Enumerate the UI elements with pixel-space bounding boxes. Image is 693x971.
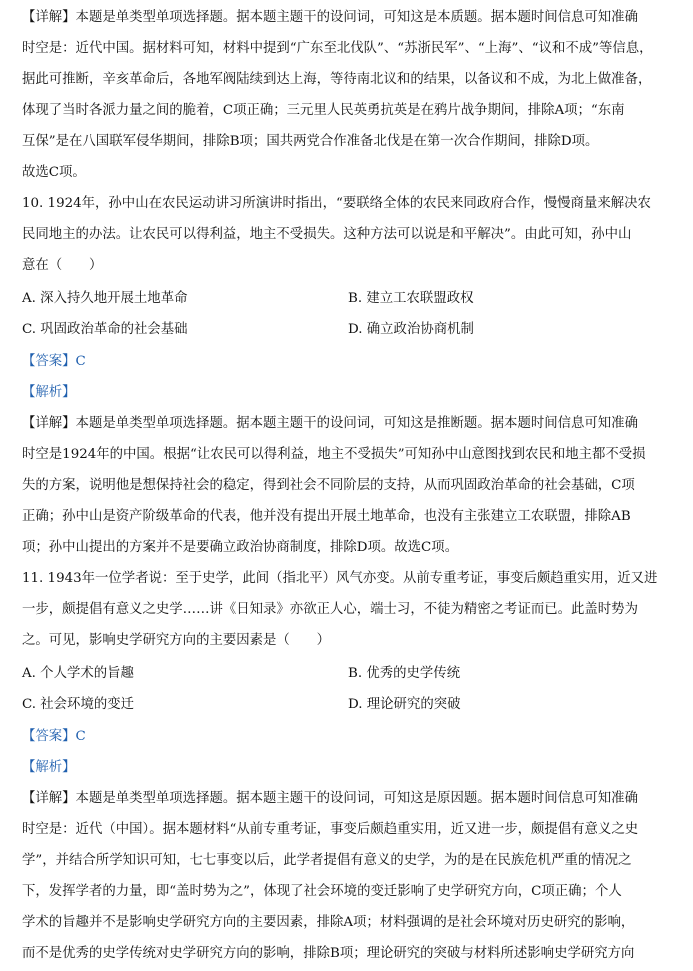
q11-option-d: D. 理论研究的突破 — [348, 697, 461, 712]
q10-answer: 【答案】C — [22, 354, 86, 369]
q9-explain-line: 时空是：近代中国。据材料可知，材料中提到“广东至北伐队”、“苏浙民军”、“上海”、“议和不成”等信息， — [22, 41, 653, 56]
q11-explain-line: 【详解】本题是单类型单项选择题。据本题主题干的设问词，可知这是原因题。据本题时间信息可知准确 — [22, 791, 638, 806]
q11-option-c: C. 社会环境的变迁 — [22, 697, 135, 712]
q10-stem-line: 10. 1924年，孙中山在农民运动讲习所演讲时指出，“要联络全体的农民来同政府合作，慢慢商量来解决农 — [22, 196, 651, 211]
q11-stem-line: 11. 1943年一位学者说：至于史学，此间（指北平）风气亦变。从前专重考证，事变后颇趋重实用，近又进 — [22, 571, 658, 586]
q9-explain-line: 【详解】本题是单类型单项选择题。据本题主题干的设问词，可知这是本质题。据本题时间信息可知准确 — [22, 10, 638, 25]
q10-explain-line: 失的方案，说明他是想保持社会的稳定，得到社会不同阶层的支持，从而巩固政治革命的社会基础，C项 — [22, 478, 635, 493]
q11-option-a: A. 个人学术的旨趣 — [22, 666, 134, 681]
q11-option-b: B. 优秀的史学传统 — [348, 666, 461, 681]
q11-explain-line: 学”，并结合所学知识可知，七七事变以后，此学者提倡有意义的史学，为的是在民族危机严重的情况之 — [22, 853, 632, 868]
q11-explain-line: 而不是优秀的史学传统对史学研究方向的影响，排除B项；理论研究的突破与材料所述影响史学研究方向 — [22, 946, 635, 961]
q10-option-c: C. 巩固政治革命的社会基础 — [22, 322, 188, 337]
q10-explain-line: 时空是1924年的中国。根据“让农民可以得利益，地主不受损失”可知孙中山意图找到农民和地主都不受损 — [22, 447, 646, 462]
q11-explain-line: 下，发挥学者的力量，即“盖时势为之”，体现了社会环境的变迁影响了史学研究方向，C项正确；个人 — [22, 884, 622, 899]
q10-explain-line: 正确；孙中山是资产阶级革命的代表，他并没有提出开展土地革命，也没有主张建立工农联盟，排除AB — [22, 509, 631, 524]
q11-answer: 【答案】C — [22, 729, 86, 744]
q11-analysis-label: 【解析】 — [22, 760, 76, 775]
q9-explain-line: 互保”是在八国联军侵华期间，排除B项；国共两党合作准备北伐是在第一次合作期间，排除D项。 — [22, 134, 599, 149]
q11-stem-line: 一步，颇提倡有意义之史学……讲《日知录》亦欲正人心，端士习，不徒为精密之考证而已。此盖时势为 — [22, 602, 638, 617]
q9-explain-line: 体现了当时各派力量之间的脆着，C项正确；三元里人民英勇抗英是在鸦片战争期间，排除A项；“东南 — [22, 103, 625, 118]
q9-conclusion: 故选C项。 — [22, 165, 86, 180]
q10-explain-line: 项；孙中山提出的方案并不是要确立政治协商制度，排除D项。故选C项。 — [22, 540, 459, 555]
q9-explain-line: 据此可推断，辛亥革命后，各地军阀陆续到达上海，等待南北议和的结果，以备议和不成，为北上做准备， — [22, 72, 652, 87]
q10-option-d: D. 确立政治协商机制 — [348, 322, 474, 337]
q10-option-b: B. 建立工农联盟政权 — [348, 291, 474, 306]
q10-analysis-label: 【解析】 — [22, 385, 76, 400]
q10-stem-line: 民同地主的办法。让农民可以得利益，地主不受损失。这种方法可以说是和平解决”。由此可知，孙中山 — [22, 227, 632, 242]
q10-stem-line: 意在（ ） — [22, 258, 103, 273]
q11-stem-line: 之。可见，影响史学研究方向的主要因素是（ ） — [22, 633, 330, 648]
q11-explain-line: 学术的旨趣并不是影响史学研究方向的主要因素，排除A项；材料强调的是社会环境对历史研究的影响， — [22, 915, 635, 930]
q11-explain-line: 时空是：近代（中国）。据本题材料“从前专重考证，事变后颇趋重实用，近又进一步，颇提倡有意义之史 — [22, 822, 639, 837]
q10-explain-line: 【详解】本题是单类型单项选择题。据本题主题干的设问词，可知这是推断题。据本题时间信息可知准确 — [22, 416, 638, 431]
q10-option-a: A. 深入持久地开展土地革命 — [22, 291, 188, 306]
